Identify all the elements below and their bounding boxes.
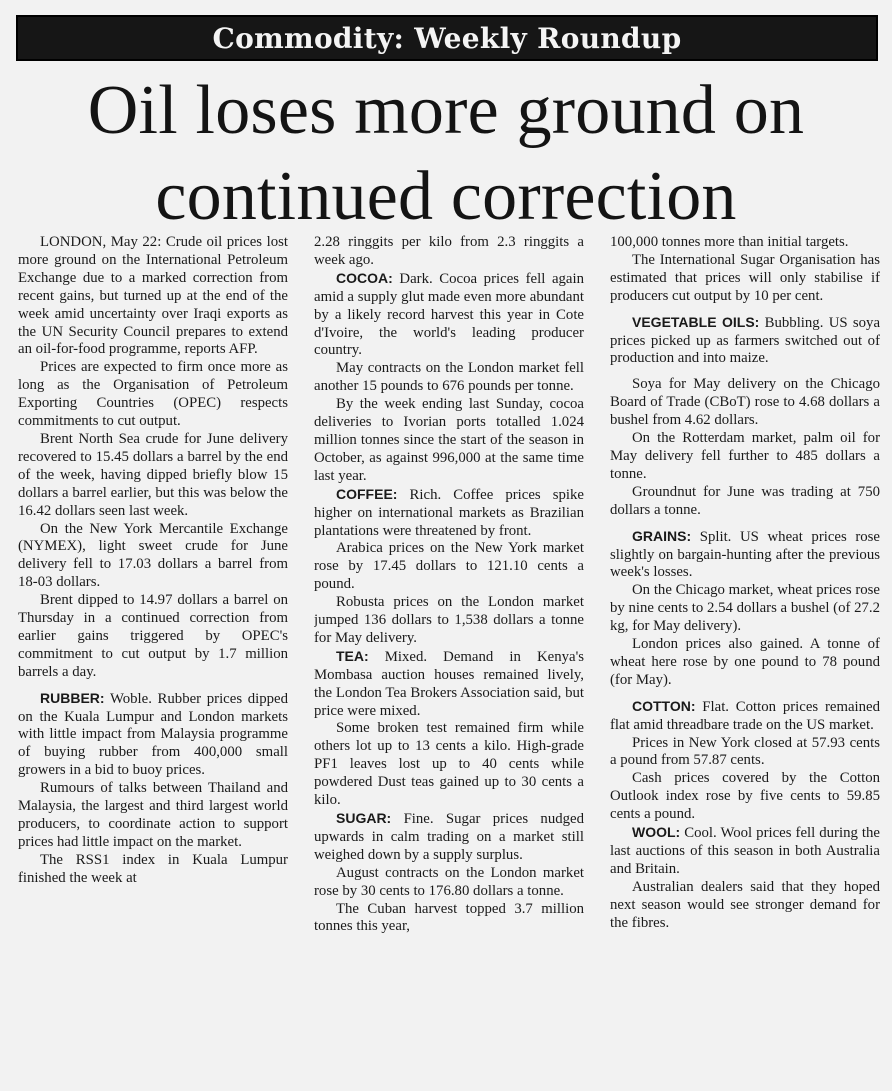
paragraph: Prices are expected to firm once more as long as the Organisation of Petroleum Exporting Countries (OPEC) respects commitments to cut output. — [18, 359, 288, 430]
section-text: Flat. Cotton prices remained flat amid threadbare trade on the US market. — [610, 698, 880, 733]
section-keyword: WOOL: — [632, 824, 681, 841]
section-keyword: GRAINS: — [632, 527, 692, 544]
paragraph: The RSS1 index in Kuala Lumpur finished the week at — [18, 851, 288, 886]
section-vegetable-oils — [610, 314, 880, 369]
section-keyword: TEA: — [336, 647, 369, 664]
paragraph: Groundnut for June was trading at 750 dollars a tonne. — [610, 483, 880, 518]
paragraph: Australian dealers said that they hoped next season would see stronger demand for the fibres. — [610, 878, 880, 931]
paragraph: The International Sugar Organisation has estimated that prices will only stabilise if producers cut output by 10 per cent. — [610, 251, 880, 304]
paragraph: Brent North Sea crude for June delivery recovered to 15.45 dollars a barrel by the end of the week, having dipped briefly blow 15 dollars a barrel earlier, but this was below the 16.42 dollars seen last week. — [18, 430, 288, 519]
paragraph: Soya for May delivery on the Chicago Board of Trade (CBoT) rose to 4.68 dollars a bushel from 4.62 dollars. — [610, 376, 880, 429]
section-text: Rich. Coffee prices spike higher on international markets as Brazilian plantations were threatened by front. — [314, 486, 584, 539]
article-body — [18, 234, 880, 1084]
section-text: Split. US wheat prices rose slightly on bargain-hunting after the previous week's losses. — [610, 528, 880, 581]
paragraph: Some broken test remained firm while others lot up to 13 cents a kilo. High-grade PF1 leaves lost up to 40 cents while powdered Dust teas gained up to 30 cents a kilo. — [314, 720, 584, 809]
section-sugar — [314, 810, 584, 865]
section-text: Dark. Cocoa prices fell again amid a supply glut made even more abundant by a likely record harvest this year in Cote d'Ivoire, the world's leading producer country. — [314, 270, 584, 359]
section-keyword: SUGAR: — [336, 810, 392, 826]
paragraph: Robusta prices on the London market jumped 136 dollars to 1,538 dollars a tonne for May delivery. — [314, 594, 584, 646]
section-keyword: VEGETABLE OILS: — [632, 313, 760, 330]
paragraph: 100,000 tonnes more than initial targets. — [610, 234, 849, 250]
section-banner — [16, 15, 878, 61]
paragraph: The Cuban harvest topped 3.7 million tonnes this year, — [314, 900, 584, 935]
paragraph: On the Chicago market, wheat prices rose by nine cents to 2.54 dollars a bushel (of 27.2 kg, for May delivery). — [610, 582, 880, 635]
paragraph: On the Rotterdam market, palm oil for May delivery fell further to 485 dollars a tonne. — [610, 430, 880, 482]
paragraph: London prices also gained. A tonne of wheat here rose by one pound to 78 pound (for May). — [610, 636, 880, 688]
section-title: Commodity: Weekly Roundup — [212, 21, 682, 55]
section-text: Fine. Sugar prices nudged upwards in calm trading on a market still weighed down by a supply surplus. — [314, 811, 584, 863]
paragraph: Arabica prices on the New York market rose by 17.45 dollars to 121.10 cents a pound. — [314, 540, 584, 593]
section-keyword: RUBBER: — [40, 689, 105, 706]
paragraph: May contracts on the London market fell another 15 pounds to 676 pounds per tonne. — [314, 360, 584, 395]
section-text: Mixed. Demand in Kenya's Mombasa auction houses remained lively, the London Tea Brokers Association said, but price were mixed. — [314, 648, 584, 719]
section-keyword: COTTON: — [632, 697, 696, 714]
paragraph: Prices in New York closed at 57.93 cents a pound from 57.87 cents. — [610, 734, 880, 769]
paragraph: LONDON, May 22: Crude oil prices lost more ground on the International Petroleum Exchange due to a marked correction from recent gains, but turned up at the end of the week amid uncertainty over Iraqi exports as the UN Security Council prepares to extend an oil-for-food programme, reports AFP. — [18, 234, 288, 358]
section-rubber — [18, 690, 288, 781]
section-text: Woble. Rubber prices dipped on the Kuala Lumpur and London markets with little impact from Malaysia programme of buying rubber from 400,000 small growers in a bid to buoy prices. — [18, 690, 288, 779]
section-text: Cool. Wool prices fell during the last auctions of this season in both Australia and Britain. — [610, 825, 880, 877]
paragraph: On the New York Mercantile Exchange (NYMEX), light sweet crude for June delivery fell to 17.03 dollars a barrel from 18-03 dollars. — [18, 520, 288, 591]
section-wool — [610, 824, 880, 879]
section-keyword: COCOA: — [336, 269, 393, 286]
section-text: Bubbling. US soya prices picked up as farmers switched out of production and into maize. — [610, 314, 880, 367]
headline-line-2: continued correction — [155, 158, 737, 235]
paragraph: Cash prices covered by the Cotton Outlook index rose by five cents to 59.85 cents a pound. — [610, 770, 880, 823]
paragraph: Rumours of talks between Thailand and Malaysia, the largest and third largest world producers, to coordinate action to support prices had little impact on the market. — [18, 780, 288, 850]
column-3 — [610, 234, 880, 1084]
section-keyword: COFFEE: — [336, 485, 398, 502]
section-grains — [610, 528, 880, 583]
column-2 — [314, 234, 584, 1084]
column-1 — [18, 234, 288, 1084]
paragraph: 2.28 ringgits per kilo from 2.3 ringgits a week ago. — [314, 234, 584, 268]
paragraph: Brent dipped to 14.97 dollars a barrel on Thursday in a continued correction from earlier gains triggered by OPEC's commitment to cut output by 1.7 million barrels a day. — [18, 592, 288, 680]
headline-line-1: Oil loses more ground on — [87, 72, 805, 149]
section-tea — [314, 648, 584, 721]
section-cotton — [610, 698, 880, 735]
section-cocoa — [314, 270, 584, 361]
headline — [0, 68, 892, 240]
paragraph: August contracts on the London market rose by 30 cents to 176.80 dollars a tonne. — [314, 864, 584, 899]
paragraph: By the week ending last Sunday, cocoa deliveries to Ivorian ports totalled 1.024 million tonnes since the start of the season in October, as against 996,000 at the same time last year. — [314, 396, 584, 484]
section-coffee — [314, 486, 584, 541]
